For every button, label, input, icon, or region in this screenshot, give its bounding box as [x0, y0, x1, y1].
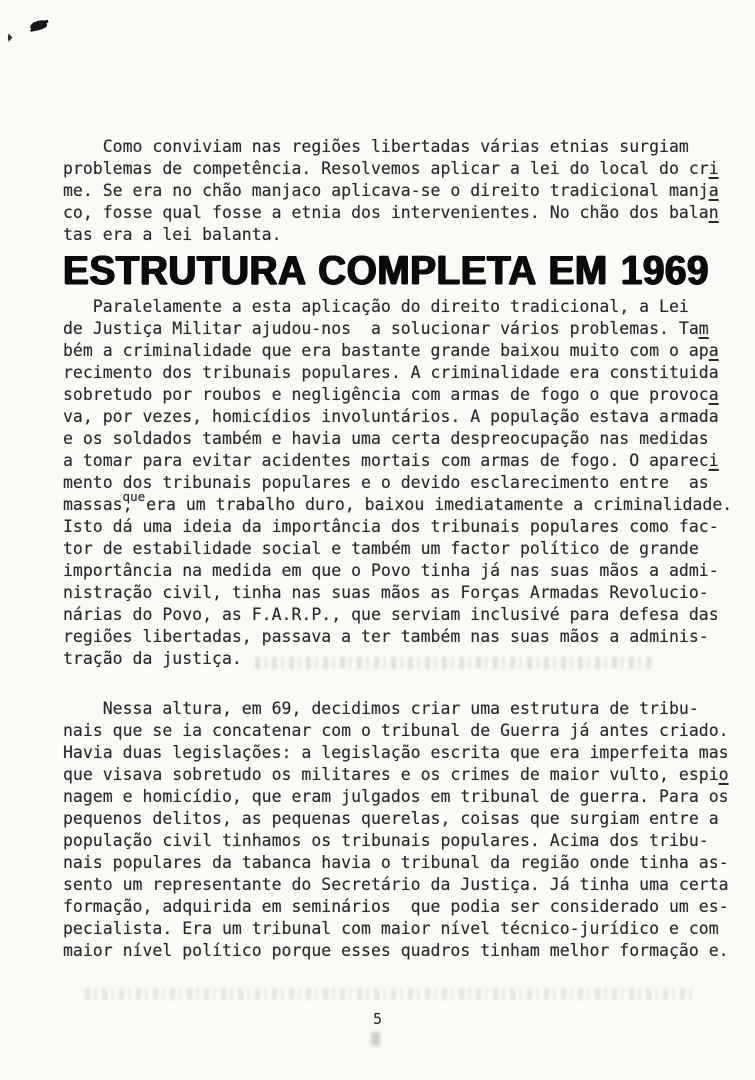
ink-blot [29, 19, 48, 32]
text-line [63, 450, 735, 472]
text-segment: me. Se era no chão manjaco aplicava-se o direito tradicional manj [63, 181, 709, 200]
text-line: va, por vezes, homicídios involuntários. A população estava armada [63, 407, 719, 426]
text-segment: a tomar para evitar acidentes mortais com armas de fogo. O aparec [63, 451, 709, 470]
text-line: maior nível político porque esses quadros tinham melhor formação e. [63, 941, 729, 960]
text-line: pequenos delitos, as pequenas querelas, coisas que surgiam entre a [63, 809, 719, 828]
hyphenation-underline: a [708, 385, 719, 404]
showthrough-smudge [85, 988, 697, 1000]
hyphenation-underline: n [708, 203, 719, 222]
showthrough-smudge [255, 657, 655, 669]
text-line: nais populares da tabanca havia o tribunal da região onde tinha as- [63, 853, 729, 872]
page-number: 5 [372, 1010, 383, 1028]
text-segment: de Justiça Militar ajudou-nos a solucionar vários problemas. Ta [63, 319, 699, 338]
text-line: regiões libertadas, passava a ter também nas suas mãos a adminis- [63, 627, 709, 646]
hyphenation-underline: o [718, 765, 729, 784]
text-line [63, 202, 735, 224]
text-line: Nessa altura, em 69, decidimos criar uma estrutura de tribu- [63, 699, 699, 718]
text-segment: era um trabalho duro, baixou imediatamente a criminalidade. [146, 495, 733, 514]
text-line: nagem e homicídio, que eram julgados em tribunal de guerra. Para os [63, 787, 729, 806]
body-text [63, 136, 735, 962]
text-line: formação, adquirida em seminários que podia ser considerado um es- [63, 897, 729, 916]
paragraph-3 [63, 698, 735, 962]
showthrough-smudge [371, 1032, 380, 1046]
text-line: importância na medida em que o Povo tinha já nas suas mãos a admi- [63, 561, 719, 580]
text-segment: problemas de competência. Resolvemos aplicar a lei do local do cr [63, 159, 709, 178]
text-segment: sobretudo por roubos e negligência com armas de fogo o que provoc [63, 385, 709, 404]
text-line [63, 180, 735, 202]
text-line: Paralelamente a esta aplicação do direito tradicional, a Lei [63, 297, 689, 316]
text-line: Isto dá uma ideia da importância dos tribunais populares como fac- [63, 517, 719, 536]
text-segment: que visava sobretudo os militares e os crimes de maior vulto, espi [63, 765, 719, 784]
text-segment: bém a criminalidade que era bastante grande baixou muito com o ap [63, 341, 709, 360]
inserted-word: que [122, 489, 146, 504]
text-line: tor de estabilidade social e também um factor político de grande [63, 539, 699, 558]
hyphenation-underline: i [708, 451, 719, 470]
text-line: tas era a lei balanta. [63, 225, 282, 244]
hyphenation-underline: a [708, 181, 719, 200]
text-line: nais que se ia concatenar com o tribunal de Guerra já antes criado. [63, 721, 729, 740]
text-line: Como conviviam nas regiões libertadas várias etnias surgiam [63, 137, 689, 156]
text-line [63, 340, 735, 362]
text-segment: co, fosse qual fosse a etnia dos intervenientes. No chão dos bala [63, 203, 709, 222]
hyphenation-underline: i [708, 159, 719, 178]
hyphenation-underline: a [708, 341, 719, 360]
text-line: população civil tinhamos os tribunais populares. Acima dos tribu- [63, 831, 709, 850]
text-line: nistração civil, tinha nas suas mãos as Forças Armadas Revolucio- [63, 583, 709, 602]
text-line [63, 764, 735, 786]
text-line: mento dos tribunais populares e o devido esclarecimento entre as [63, 473, 709, 492]
section-heading-row [63, 248, 735, 292]
text-line [63, 489, 735, 516]
text-segment: massas, [63, 495, 133, 514]
text-line [63, 384, 735, 406]
text-line: Havia duas legislações: a legislação escrita que era imperfeita mas [63, 743, 729, 762]
text-line: sento um representante do Secretário da Justiça. Já tinha uma certa [63, 875, 729, 894]
section-heading: ESTRUTURA COMPLETA EM 1969 [63, 247, 709, 293]
text-line: pecialista. Era um tribunal com maior nível técnico-jurídico e com [63, 919, 719, 938]
text-line: e os soldados também e havia uma certa despreocupação nas medidas [63, 429, 709, 448]
paragraph-2 [63, 296, 735, 670]
text-line: recimento dos tribunais populares. A criminalidade era constituida [63, 363, 719, 382]
text-line [63, 158, 735, 180]
text-line: tração da justiça. [63, 649, 242, 668]
hyphenation-underline: m [698, 319, 709, 338]
ink-mark [6, 33, 13, 42]
paragraph-1 [63, 136, 735, 246]
text-line: nárias do Povo, as F.A.R.P., que serviam inclusivé para defesa das [63, 605, 719, 624]
text-line [63, 318, 735, 340]
